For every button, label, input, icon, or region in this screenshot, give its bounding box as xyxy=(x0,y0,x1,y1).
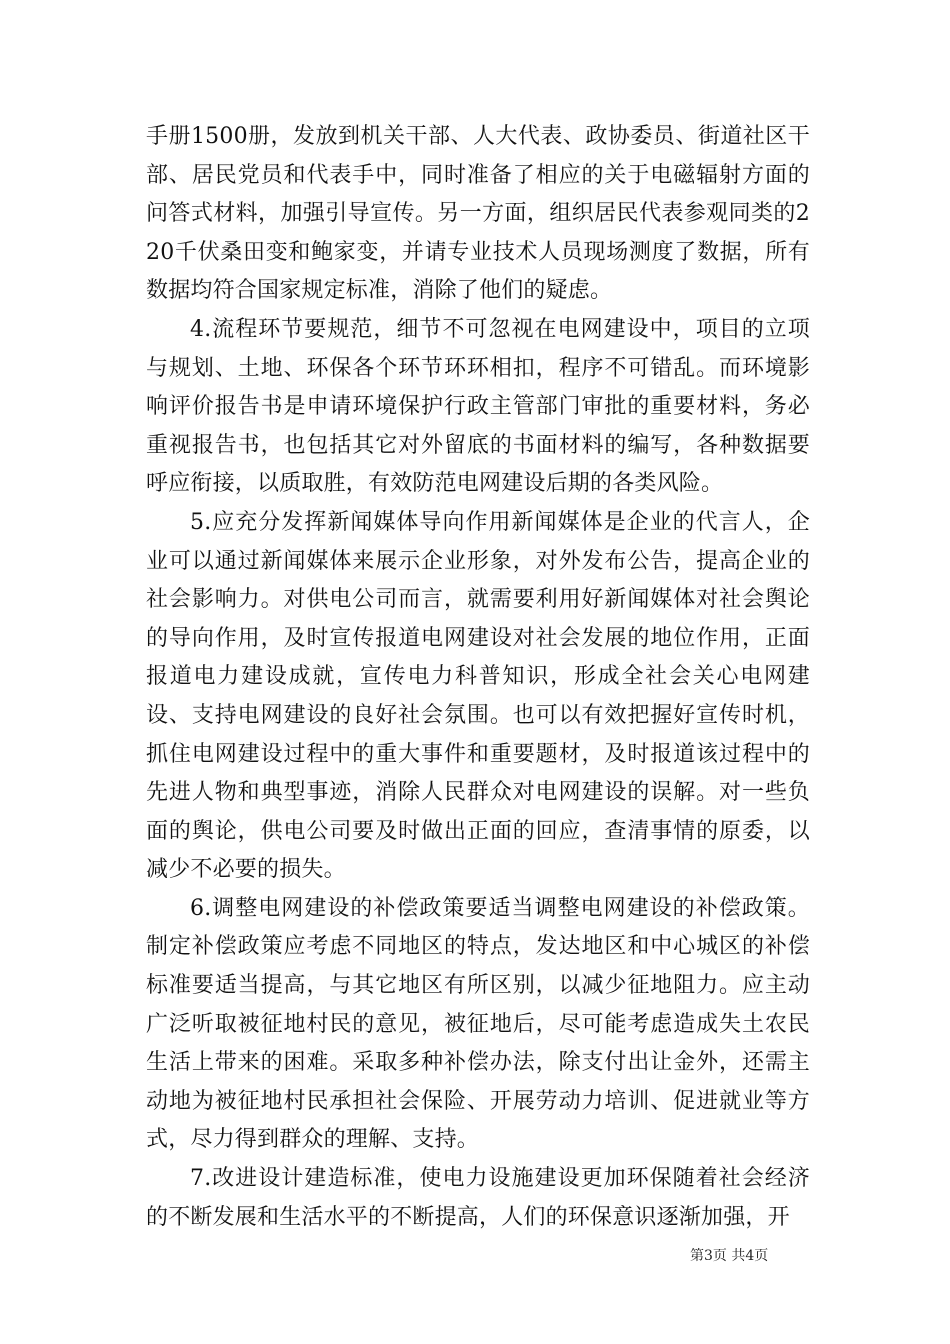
paragraph-item-6: 6.调整电网建设的补偿政策要适当调整电网建设的补偿政策。制定补偿政策应考虑不同地区的特点，发达地区和中心城区的补偿标准要适当提高，与其它地区有所区别，以减少征地阻力。应主动广泛听取被征地村民的意见，被征地后，尽可能考虑造成失土农民生活上带来的困难。采取多种补偿办法，除支付出让金外，还需主动地为被征地村民承担社会保险、开展劳动力培训、促进就业等方式，尽力得到群众的理解、支持。 xyxy=(146,895,810,1153)
paragraph-continuation: 手册1500册，发放到机关干部、人大代表、政协委员、街道社区干部、居民党员和代表手中，同时准备了相应的关于电磁辐射方面的问答式材料，加强引导宣传。另一方面，组织居民代表参观同类的220千伏桑田变和鲍家变，并请专业技术人员现场测度了数据，所有数据均符合国家规定标准，消除了他们的疑虑。 xyxy=(146,124,810,304)
paragraph-item-4: 4.流程环节要规范，细节不可忽视在电网建设中，项目的立项与规划、土地、环保各个环节环环相扣，程序不可错乱。而环境影响评价报告书是申请环境保护行政主管部门审批的重要材料，务必重视报告书，也包括其它对外留底的书面材料的编写，各种数据要呼应衔接，以质取胜，有效防范电网建设后期的各类风险。 xyxy=(146,316,810,497)
paragraph-item-5: 5.应充分发挥新闻媒体导向作用新闻媒体是企业的代言人，企业可以通过新闻媒体来展示企业形象，对外发布公告，提高企业的社会影响力。对供电公司而言，就需要利用好新闻媒体对社会舆论的导向作用，及时宣传报道电网建设对社会发展的地位作用，正面报道电力建设成就，宣传电力科普知识，形成全社会关心电网建设、支持电网建设的良好社会氛围。也可以有效把握好宣传时机，抓住电网建设过程中的重大事件和重要题材，及时报道该过程中的先进人物和典型事迹，消除人民群众对电网建设的误解。对一些负面的舆论，供电公司要及时做出正面的回应，查清事情的原委，以减少不必要的损失。 xyxy=(146,509,810,883)
paragraph-item-7: 7.改进设计建造标准，使电力设施建设更加环保随着社会经济的不断发展和生活水平的不断提高，人们的环保意识逐渐加强，开 xyxy=(146,1166,810,1230)
page-number-footer: 第3页 共4页 xyxy=(690,1248,769,1264)
document-body xyxy=(146,118,810,1237)
